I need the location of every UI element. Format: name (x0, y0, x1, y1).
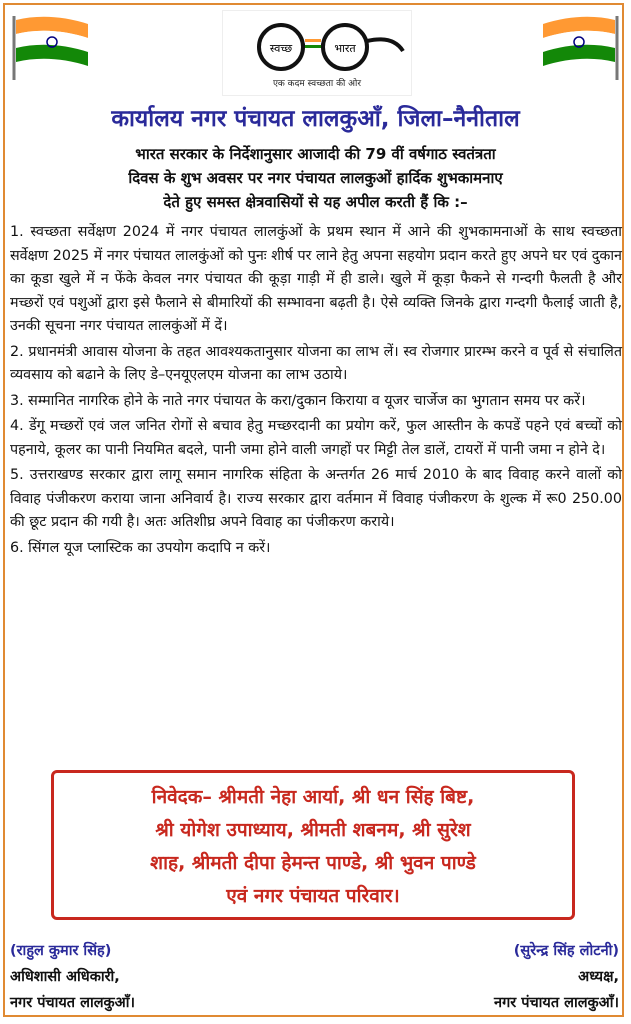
intro-line: देते हुए समस्त क्षेत्रवासियों से यह अपील करती हैं कि :– (163, 193, 468, 211)
page-title: कार्यालय नगर पंचायत लालकुआँ, जिला–नैनीताल (111, 106, 520, 132)
indian-flag-left-icon (10, 14, 90, 80)
point-6: 6. सिंगल यूज प्लास्टिक का उपयोग कदापि न करें। (10, 539, 271, 556)
signatory-right-name: (सुरेन्द्र सिंह लोटनी) (513, 943, 619, 959)
appeal-points (10, 221, 622, 562)
intro-line: भारत सरकार के निर्देशानुसार आजादी की 79 वीं वर्षगाठ स्वतंत्रता (135, 145, 496, 163)
signatory-left-designation: अधिशासी अधिकारी, (10, 969, 120, 985)
signatory-right-office: नगर पंचायत लालकुआँ। (494, 995, 619, 1011)
signatory-left-office: नगर पंचायत लालकुआँ। (10, 995, 135, 1011)
signatory-right-designation: अध्यक्ष, (578, 969, 619, 985)
swachh-bharat-logo (222, 10, 412, 96)
point-5: 5. उत्तराखण्ड सरकार द्वारा लागू समान नागरिक संहिता के अन्तर्गत 26 मार्च 2010 के बाद विवाह करने वालों को विवाह पंजीकरण कराया जाना अनिवार्य है। राज्य सरकार द्वारा वर्तमान में विवाह पंजीकरण के शुल्क में रू0 250.00 की छूट प्रदान की गयी है। अतः अतिशीघ्र अपने विवाह का पंजीकरण कराये। (10, 467, 622, 530)
logo-tagline: एक कदम स्वच्छता की ओर (272, 79, 362, 89)
point-2: 2. प्रधानमंत्री आवास योजना के तहत आवश्यकतानुसार योजना का लाभ लें। स्व रोजगार प्रारम्भ करने व पूर्व से संचालित व्यवसाय को बढाने के लिए डे–एनयूएलएम योजना का लाभ उठाये। (10, 343, 622, 383)
point-3: 3. सम्मानित नागरिक होने के नाते नगर पंचायत के करा/दुकान किराया व यूजर चार्जेज का भुगतान समय पर करें। (10, 392, 586, 409)
logo-word-left: स्वच्छ (269, 42, 293, 55)
signatory-left-name: (राहुल कुमार सिंह) (10, 943, 112, 959)
signatory-right (494, 938, 619, 1016)
signatory-left (10, 938, 135, 1016)
point-4: 4. डेंगू मच्छरों एवं जल जनित रोगों से बचाव हेतु मच्छरदानी का प्रयोग करें, फुल आस्तीन के कपडें पहने एवं बच्चों को पहनाये, कूलर का पानी नियमित बदले, पानी जमा होने वाली जगहों पर मिट्टी तेल डालें, टायरों में पानी जमा न होने दे। (10, 418, 622, 458)
appeal-line: श्री योगेश उपाध्याय, श्रीमती शबनम, श्री सुरेश (155, 819, 471, 841)
appeal-line: शाह, श्रीमती दीपा हेमन्त पाण्डे, श्री भुवन पाण्डे (150, 852, 476, 874)
logo-word-right: भारत (334, 42, 356, 55)
appeal-line: निवेदक– श्रीमती नेहा आर्या, श्री धन सिंह बिष्ट, (151, 786, 475, 808)
appeal-line: एवं नगर पंचायत परिवार। (226, 885, 400, 907)
indian-flag-right-icon (541, 14, 621, 80)
point-1: 1. स्वच्छता सर्वेक्षण 2024 में नगर पंचायत लालकुंओं के प्रथम स्थान में आने की शुभकामनाओं के साथ स्वच्छता सर्वेक्षण 2025 में नगर पंचायत लालकुंओं को पुनः शीर्ष पर लाने हेतु अपना सहयोग प्रदान करते हुए अपने घर एवं दुकान का कूडा खुले में न फेंके केवल नगर पंचायत की कूड़ा गाड़ी में ही डाले। खुले में कूड़ा फैकने से गन्दगी फैलती है और मच्छरों एवं पशुओं द्वारा इसे फैलाने से बीमारियों की सम्भावना बढ़ती है। ऐसे व्यक्ति जिनके द्वारा गन्दगी फैलाई जाती है, उनकी सूचना नगर पंचायत लालकुंओं में दें। (10, 224, 622, 334)
intro-line: दिवस के शुभ अवसर पर नगर पंचायत लालकुओं हार्दिक शुभकामनाए (128, 169, 503, 187)
intro-text (18, 142, 613, 214)
appeal-box (51, 770, 575, 920)
